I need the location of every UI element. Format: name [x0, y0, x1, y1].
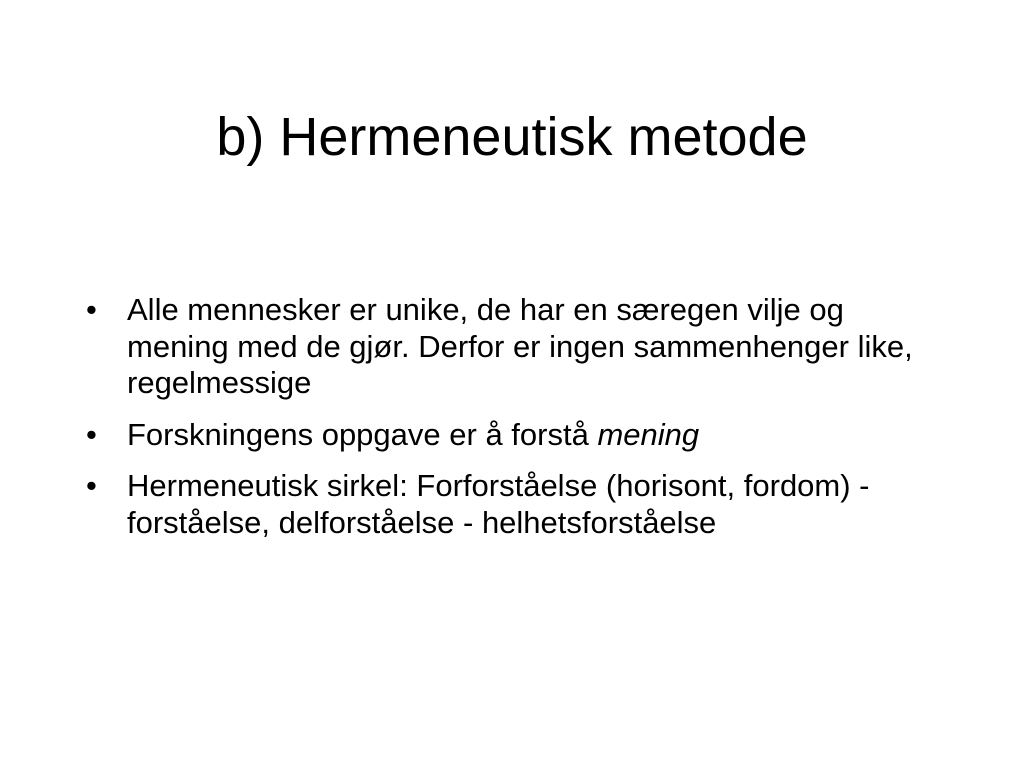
bullet-text: Alle mennesker er unike, de har en særegen vilje og mening med de gjør. Derfor er ingen sammenhenger like, regelmessige [127, 292, 913, 400]
bullet-icon: • [86, 468, 97, 503]
bullet-icon: • [86, 292, 97, 327]
bullet-text: Forskningens oppgave er å forstå [127, 416, 598, 452]
bullet-icon: • [86, 416, 97, 452]
bullet-item-3 [86, 468, 936, 541]
bullet-item-2 [86, 417, 936, 454]
bullet-text: Hermeneutisk sirkel: Forforståelse (horisont, fordom) - forståelse, delforståelse - helhetsforståelse [127, 468, 870, 540]
slide-title: b) Hermeneutisk metode [216, 107, 808, 167]
bullet-list [86, 292, 936, 556]
bullet-item-1 [86, 292, 936, 402]
bullet-emphasis: mening [597, 416, 700, 452]
